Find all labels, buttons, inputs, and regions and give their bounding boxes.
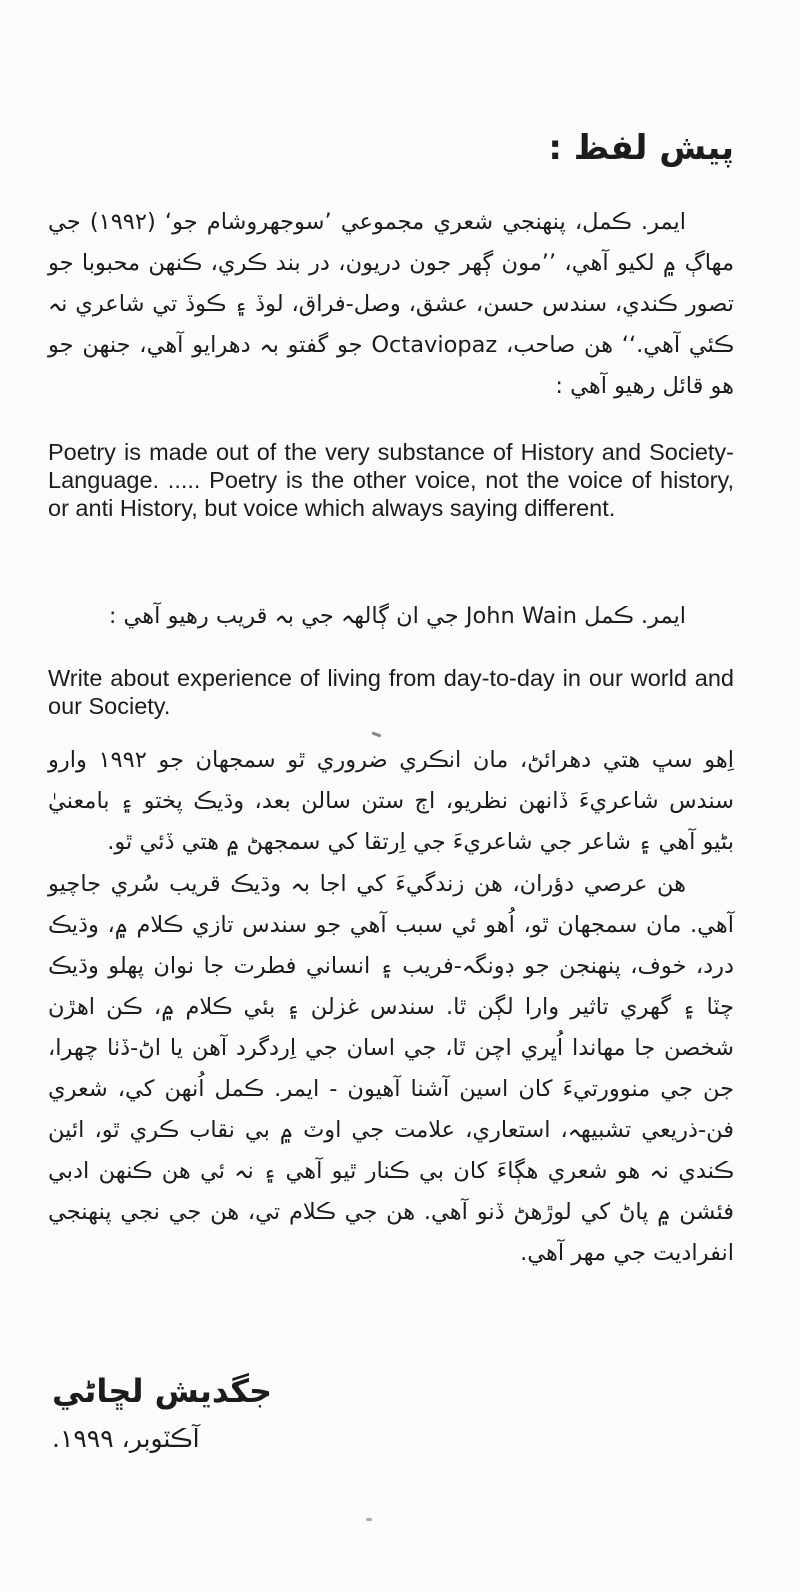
quote-1: Poetry is made out of the very substance of History and Society-Language. ..... Poetry is the other voice, not the voice of history, or anti History, but voice which always saying different. xyxy=(48,439,734,521)
body-paragraph xyxy=(48,740,734,863)
paragraph-3: اِهو سڀ هتي دهرائڻ، مان انڪري ضروري ٿو سمجهان جو ١٩٩٢ وارو سندس شاعريءَ ڏانهن نظريو، اڄ ستن سالن بعد، وڌيڪ پختو ۽ بامعنيٰ بڻيو آهي ۽ شاعر جي شاعريءَ جي اِرتقا کي سمجهڻ ۾ هتي ڏئي ٿو. xyxy=(48,747,734,855)
intro-paragraph xyxy=(48,202,734,407)
signature-date: آڪٽوبر، ١٩٩٩. xyxy=(52,1424,200,1453)
english-quote-john-wain xyxy=(48,664,734,720)
signature-name: جگديش لڇاڻي xyxy=(52,1372,273,1410)
john-wain-paragraph xyxy=(48,596,734,637)
body-paragraph-long xyxy=(48,864,734,1274)
scan-speck xyxy=(366,1518,372,1521)
scan-mark xyxy=(372,732,381,738)
page-title: پيش لفظ : xyxy=(548,128,734,168)
quote-2: Write about experience of living from day-to-day in our world and our Society. xyxy=(48,665,734,719)
paragraph-4: هن عرصي دؤران، هن زندگيءَ کي اجا بہ وڌيڪ قريب سُري جاچيو آهي. مان سمجهان ٿو، اُهو ئي سبب آهي جو سندس تازي ڪلام ۾، وڌيڪ درد، خوف، پنهنجن جو ڊونگہ-فريب ۽ انساني فطرت جا نوان پهلو وڌيڪ چٽا ۽ گهري تاثير وارا لڳن ٿا. سندس غزلن ۽ بئي ڪلام ۾، ڪن اهڙن شخصن جا مهاندا اُڀري اچن ٿا، جي اسان جي اِردگرد آهن يا اڻ-ڏٺا چهرا، جن جي منوورتيءَ کان اسين آشنا آهيون - ايمر. ڪمل اُنهن کي، شعري فن-ذريعي تشبيهہ، استعاري، علامت جي اوٽ ۾ بي نقاب ڪري ٿو، ائين ڪندي نہ هو شعري هڳاءَ کان بي ڪنار ٿيو آهي ۽ نہ ئي هن ڪنهن ادبي فئشن ۾ پاڻ کي لوڙهڻ ڏنو آهي. هن جي ڪلام تي، هن جي نجي پنهنجي انفراديت جي مهر آهي. xyxy=(48,871,734,1266)
paragraph-2: ايمر. ڪمل John Wain جي ان ڳالهہ جي بہ قريب رهيو آهي : xyxy=(108,603,686,629)
paragraph-1: ايمر. ڪمل، پنهنجي شعري مجموعي ’سوجهروشام جو‘ (١٩٩٢) جي مهاڳ ۾ لکيو آهي، ’’مون ڳهر جون دريون، در بند ڪري، ڪنهن محبوبا جو تصور ڪندي، سندس حسن، عشق، وصل-فراق، لوڏ ۽ ڪوڏ تي شاعري نہ ڪئي آهي.‘‘ هن صاحب، Octaviopaz جو گفتو بہ دهرايو آهي، جنهن جو هو قائل رهيو آهي : xyxy=(48,209,734,399)
english-quote-octaviopaz xyxy=(48,438,734,522)
